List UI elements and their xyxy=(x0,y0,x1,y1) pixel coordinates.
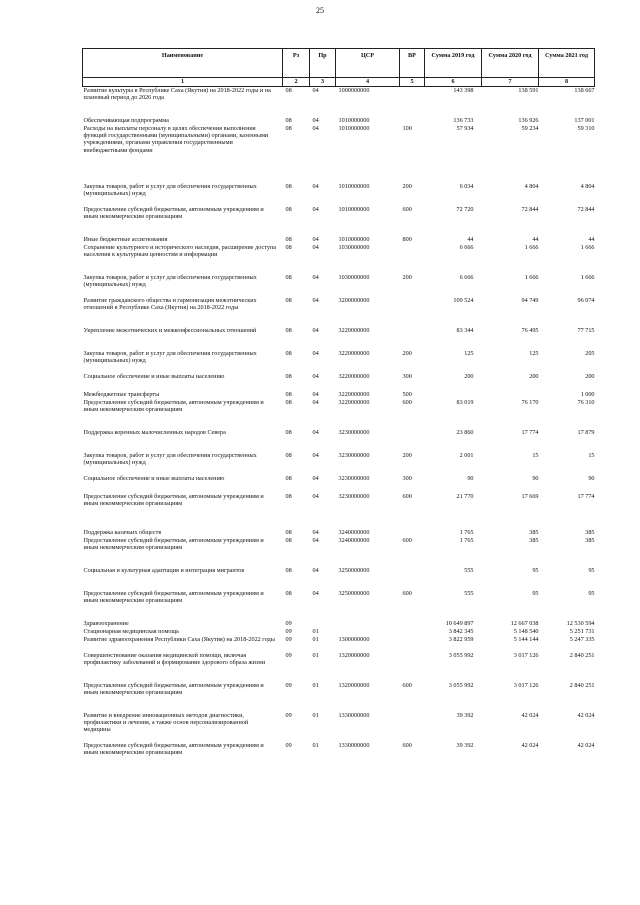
row-name: Межбюджетные трансферты xyxy=(83,391,160,398)
row-sum-2019: 200 xyxy=(464,373,474,380)
row-sum-2019: 1 765 xyxy=(459,529,474,536)
row-sum-2020: 138 591 xyxy=(518,87,539,94)
row-sum-2020: 136 926 xyxy=(518,117,539,124)
row-sum-2019: 3 822 959 xyxy=(448,636,474,643)
row-vr xyxy=(400,712,425,742)
row-name: Закупка товаров, работ и услуг для обеспечения государственных (муниципальных) нужд xyxy=(83,452,257,467)
row-pr: 01 xyxy=(312,712,319,719)
row-sum-2019: 72 720 xyxy=(456,206,474,213)
row-sum-2021: 2 840 251 xyxy=(569,652,595,659)
row-rz: 08 xyxy=(285,399,292,406)
row-rz: 08 xyxy=(285,590,292,597)
header-name: Наименование xyxy=(83,49,283,78)
row-sum-2021: 72 844 xyxy=(577,206,595,213)
row-rz: 08 xyxy=(285,391,292,398)
row-pr: 04 xyxy=(312,429,319,436)
row-vr: 600 xyxy=(402,682,412,689)
row-sum-2019: 39 392 xyxy=(456,742,474,749)
row-vr: 200 xyxy=(402,350,412,357)
row-vr: 600 xyxy=(402,493,412,500)
row-csr: 3220000000 xyxy=(338,373,370,380)
row-sum-2019: 3 055 992 xyxy=(448,652,474,659)
row-sum-2020: 42 024 xyxy=(521,742,539,749)
row-sum-2020: 17 774 xyxy=(521,429,539,436)
row-pr: 04 xyxy=(312,399,319,406)
row-pr: 04 xyxy=(312,529,319,536)
row-sum-2020: 12 667 038 xyxy=(510,620,539,627)
row-sum-2019: 555 xyxy=(464,590,474,597)
row-rz: 08 xyxy=(285,537,292,544)
table-row xyxy=(83,493,595,529)
header-sum-2020: Сумма 2020 год xyxy=(482,49,539,78)
table-row xyxy=(83,244,595,274)
row-csr: 3240000000 xyxy=(338,537,370,544)
row-rz: 08 xyxy=(285,429,292,436)
row-name: Укрепление межэтнических и межконфессиональных отношений xyxy=(83,327,257,334)
row-vr: 600 xyxy=(402,742,412,749)
row-sum-2021: 15 xyxy=(588,452,595,459)
row-vr xyxy=(400,117,425,125)
row-rz: 08 xyxy=(285,452,292,459)
table-row xyxy=(83,117,595,125)
row-sum-2019: 44 xyxy=(467,236,474,243)
row-csr: 1000000000 xyxy=(338,87,370,94)
row-csr: 1010000000 xyxy=(338,117,370,124)
row-name: Предоставление субсидий бюджетным, автономным учреждениям и иным некоммерческим организациям xyxy=(83,537,264,552)
row-rz: 08 xyxy=(285,475,292,482)
row-vr xyxy=(400,636,425,652)
row-csr: 3220000000 xyxy=(338,391,370,398)
row-sum-2020: 95 xyxy=(532,567,539,574)
row-sum-2021: 5 251 731 xyxy=(569,628,595,635)
row-sum-2019: 39 392 xyxy=(456,712,474,719)
row-name: Развитие здравоохранения Республики Саха (Якутия) на 2018-2022 годы xyxy=(83,636,275,643)
row-sum-2019: 23 860 xyxy=(456,429,474,436)
row-vr: 100 xyxy=(402,125,412,132)
row-rz: 09 xyxy=(285,620,292,627)
row-csr: 3240000000 xyxy=(338,529,370,536)
row-pr: 04 xyxy=(312,327,319,334)
row-sum-2020: 17 669 xyxy=(521,493,539,500)
column-number: 7 xyxy=(482,78,539,87)
row-sum-2020: 76 495 xyxy=(521,327,539,334)
row-sum-2020: 5 148 540 xyxy=(513,628,539,635)
row-pr: 01 xyxy=(312,742,319,749)
row-vr: 200 xyxy=(402,183,412,190)
row-vr xyxy=(400,567,425,590)
row-rz: 09 xyxy=(285,712,292,719)
row-sum-2021: 90 xyxy=(588,475,595,482)
header-pr: Пр xyxy=(310,49,336,78)
row-sum-2021: 1 000 xyxy=(580,391,595,398)
row-sum-2019 xyxy=(425,391,482,399)
header-sum-2021: Сумма 2021 год xyxy=(539,49,595,78)
row-name: Социальное обеспечение и иные выплаты населению xyxy=(83,373,225,380)
row-name: Предоставление субсидий бюджетным, автономным учреждениям и иным некоммерческим организациям xyxy=(83,206,264,221)
row-sum-2019: 3 842 345 xyxy=(448,628,474,635)
row-csr: 3220000000 xyxy=(338,399,370,406)
row-vr xyxy=(400,87,425,118)
row-csr: 3220000000 xyxy=(338,350,370,357)
row-pr: 04 xyxy=(312,493,319,500)
table-row xyxy=(83,391,595,399)
row-sum-2020: 76 170 xyxy=(521,399,539,406)
table-row xyxy=(83,206,595,236)
row-sum-2020: 385 xyxy=(529,529,539,536)
row-vr: 600 xyxy=(402,206,412,213)
row-rz: 08 xyxy=(285,117,292,124)
row-csr xyxy=(336,620,400,628)
row-sum-2020: 42 024 xyxy=(521,712,539,719)
row-rz: 08 xyxy=(285,244,292,251)
table-row xyxy=(83,682,595,712)
row-sum-2021: 77 715 xyxy=(577,327,595,334)
row-pr: 04 xyxy=(312,452,319,459)
column-number: 5 xyxy=(400,78,425,87)
table-row xyxy=(83,274,595,297)
row-pr: 04 xyxy=(312,567,319,574)
row-name: Здравоохранение xyxy=(83,620,129,627)
row-csr: 3230000000 xyxy=(338,475,370,482)
row-sum-2020: 44 xyxy=(532,236,539,243)
row-pr: 04 xyxy=(312,125,319,132)
row-csr: 1300000000 xyxy=(338,636,370,643)
row-name: Социальная и культурная адаптация и интеграция мигрантов xyxy=(83,567,245,574)
row-pr: 04 xyxy=(312,373,319,380)
row-sum-2021: 12 530 594 xyxy=(566,620,595,627)
row-sum-2019: 6 666 xyxy=(459,244,474,251)
row-vr: 600 xyxy=(402,399,412,406)
row-csr: 1010000000 xyxy=(338,125,370,132)
row-sum-2020: 90 xyxy=(532,475,539,482)
row-sum-2020: 200 xyxy=(529,373,539,380)
row-csr: 3250000000 xyxy=(338,567,370,574)
row-pr: 01 xyxy=(312,652,319,659)
row-vr: 600 xyxy=(402,537,412,544)
row-vr: 200 xyxy=(402,452,412,459)
row-rz: 08 xyxy=(285,274,292,281)
header-csr: ЦСР xyxy=(336,49,400,78)
row-name: Стационарная медицинская помощь xyxy=(83,628,180,635)
table-row xyxy=(83,399,595,429)
row-name: Иные бюджетные ассигнования xyxy=(83,236,168,243)
row-sum-2021: 42 024 xyxy=(577,712,595,719)
row-sum-2020 xyxy=(482,391,539,399)
row-sum-2020: 3 017 126 xyxy=(513,652,539,659)
row-csr: 3230000000 xyxy=(338,493,370,500)
row-name: Сохранение культурного и исторического наследия, расширение доступа населения к культурным ценностям и информации xyxy=(83,244,277,259)
column-number: 6 xyxy=(425,78,482,87)
row-rz: 09 xyxy=(285,628,292,635)
row-csr: 3220000000 xyxy=(338,327,370,334)
row-pr: 04 xyxy=(312,391,319,398)
row-csr: 3230000000 xyxy=(338,452,370,459)
row-rz: 08 xyxy=(285,327,292,334)
row-sum-2019: 21 770 xyxy=(456,493,474,500)
row-sum-2019: 83 344 xyxy=(456,327,474,334)
row-name: Предоставление субсидий бюджетным, автономным учреждениям и иным некоммерческим организациям xyxy=(83,399,264,414)
row-vr xyxy=(400,244,425,274)
row-sum-2020: 4 804 xyxy=(524,183,539,190)
row-pr: 01 xyxy=(312,636,319,643)
row-pr: 04 xyxy=(312,590,319,597)
row-sum-2020: 5 144 144 xyxy=(513,636,539,643)
row-sum-2021: 5 247 335 xyxy=(569,636,595,643)
column-number-row xyxy=(83,78,595,87)
table-row xyxy=(83,590,595,620)
column-number: 8 xyxy=(539,78,595,87)
row-vr xyxy=(400,429,425,452)
table-row xyxy=(83,537,595,567)
row-vr xyxy=(400,652,425,682)
row-sum-2019: 6 034 xyxy=(459,183,474,190)
row-csr: 3200000000 xyxy=(338,297,370,304)
budget-table xyxy=(82,48,595,758)
row-vr: 600 xyxy=(402,590,412,597)
row-name: Обеспечивающая подпрограмма xyxy=(83,117,169,124)
column-number: 2 xyxy=(283,78,310,87)
row-name: Расходы на выплаты персоналу в целях обеспечения выполнения функций государственными (муниципальными) органами, казенными учреждениями, органами управления государственными внебюджетными фондами xyxy=(83,125,269,154)
row-sum-2019: 83 019 xyxy=(456,399,474,406)
row-sum-2019: 125 xyxy=(464,350,474,357)
row-sum-2019: 555 xyxy=(464,567,474,574)
table-row xyxy=(83,327,595,350)
row-rz: 08 xyxy=(285,350,292,357)
table-row xyxy=(83,429,595,452)
row-sum-2019: 143 398 xyxy=(453,87,474,94)
row-pr: 04 xyxy=(312,87,319,94)
header-sum-2019: Сумма 2019 год xyxy=(425,49,482,78)
row-rz: 08 xyxy=(285,297,292,304)
row-pr: 04 xyxy=(312,297,319,304)
row-sum-2020: 59 234 xyxy=(521,125,539,132)
row-sum-2021: 200 xyxy=(585,373,595,380)
column-number: 3 xyxy=(310,78,336,87)
table-row xyxy=(83,636,595,652)
row-sum-2021: 4 804 xyxy=(580,183,595,190)
table-row xyxy=(83,475,595,493)
row-vr xyxy=(400,327,425,350)
row-name: Предоставление субсидий бюджетным, автономным учреждениям и иным некоммерческим организациям xyxy=(83,590,264,605)
row-sum-2019: 3 055 992 xyxy=(448,682,474,689)
row-sum-2020: 1 666 xyxy=(524,244,539,251)
row-vr: 500 xyxy=(402,391,412,398)
row-csr: 1010000000 xyxy=(338,236,370,243)
row-vr xyxy=(400,628,425,636)
row-vr xyxy=(400,297,425,327)
row-name: Совершенствование оказания медицинской помощи, включая профилактику заболеваний и формирование здорового образа жизни xyxy=(83,652,266,667)
row-vr: 300 xyxy=(402,373,412,380)
row-sum-2020: 72 844 xyxy=(521,206,539,213)
table-row xyxy=(83,373,595,391)
row-csr xyxy=(336,628,400,636)
row-pr: 04 xyxy=(312,244,319,251)
table-row xyxy=(83,452,595,475)
row-rz: 09 xyxy=(285,636,292,643)
row-name: Социальное обеспечение и иные выплаты населению xyxy=(83,475,225,482)
row-rz: 08 xyxy=(285,567,292,574)
row-pr: 01 xyxy=(312,682,319,689)
row-sum-2020: 385 xyxy=(529,537,539,544)
table-row xyxy=(83,652,595,682)
row-sum-2020: 15 xyxy=(532,452,539,459)
table-header xyxy=(83,49,595,87)
row-csr: 3230000000 xyxy=(338,429,370,436)
row-csr: 1010000000 xyxy=(338,183,370,190)
row-csr: 1320000000 xyxy=(338,652,370,659)
page-number: 25 xyxy=(316,6,324,15)
row-rz: 08 xyxy=(285,183,292,190)
row-pr: 04 xyxy=(312,236,319,243)
row-sum-2021: 385 xyxy=(585,529,595,536)
row-rz: 08 xyxy=(285,206,292,213)
row-vr: 200 xyxy=(402,274,412,281)
row-sum-2019: 90 xyxy=(467,475,474,482)
row-rz: 09 xyxy=(285,652,292,659)
table-row xyxy=(83,712,595,742)
row-name: Предоставление субсидий бюджетным, автономным учреждениям и иным некоммерческим организациям xyxy=(83,682,264,697)
row-sum-2019: 136 733 xyxy=(453,117,474,124)
table-row xyxy=(83,742,595,758)
row-rz: 09 xyxy=(285,682,292,689)
row-vr xyxy=(400,529,425,537)
table-row xyxy=(83,567,595,590)
row-sum-2021: 17 774 xyxy=(577,493,595,500)
row-sum-2021: 205 xyxy=(585,350,595,357)
row-name: Поддержка казачьих обществ xyxy=(83,529,162,536)
table-row xyxy=(83,236,595,244)
row-pr: 04 xyxy=(312,537,319,544)
row-sum-2019: 2 001 xyxy=(459,452,474,459)
row-sum-2020: 3 017 126 xyxy=(513,682,539,689)
row-rz: 09 xyxy=(285,742,292,749)
row-csr: 1330000000 xyxy=(338,742,370,749)
header-vr: ВР xyxy=(400,49,425,78)
row-pr: 04 xyxy=(312,117,319,124)
row-sum-2021: 138 667 xyxy=(574,87,595,94)
row-sum-2021: 44 xyxy=(588,236,595,243)
row-sum-2021: 95 xyxy=(588,590,595,597)
row-pr: 04 xyxy=(312,183,319,190)
row-sum-2021: 137 001 xyxy=(574,117,595,124)
row-pr: 01 xyxy=(312,628,319,635)
row-pr: 04 xyxy=(312,350,319,357)
row-name: Развитие гражданского общества и гармонизация межэтнических отношений в Республике Саха (Якутия) на 2018-2022 годы xyxy=(83,297,257,312)
row-name: Поддержка коренных малочисленных народов Севера xyxy=(83,429,226,436)
row-name: Развитие культуры в Республике Саха (Якутия) на 2018-2022 годы и на плановый период до 2026 года xyxy=(83,87,271,102)
table-row xyxy=(83,87,595,118)
row-rz: 08 xyxy=(285,529,292,536)
row-sum-2021: 76 310 xyxy=(577,399,595,406)
row-sum-2019: 109 524 xyxy=(453,297,474,304)
row-vr xyxy=(400,620,425,628)
table-row xyxy=(83,628,595,636)
row-sum-2021: 1 666 xyxy=(580,244,595,251)
row-sum-2021: 2 840 251 xyxy=(569,682,595,689)
row-sum-2021: 96 074 xyxy=(577,297,595,304)
row-sum-2019: 10 649 897 xyxy=(445,620,474,627)
row-pr xyxy=(310,620,336,628)
row-name: Закупка товаров, работ и услуг для обеспечения государственных (муниципальных) нужд xyxy=(83,274,257,289)
row-sum-2021: 1 666 xyxy=(580,274,595,281)
table-row xyxy=(83,529,595,537)
row-csr: 1330000000 xyxy=(338,712,370,719)
row-rz: 08 xyxy=(285,493,292,500)
row-sum-2021: 385 xyxy=(585,537,595,544)
row-csr: 1030000000 xyxy=(338,244,370,251)
row-pr: 04 xyxy=(312,206,319,213)
row-sum-2019: 57 934 xyxy=(456,125,474,132)
table-row xyxy=(83,620,595,628)
row-name: Закупка товаров, работ и услуг для обеспечения государственных (муниципальных) нужд xyxy=(83,183,257,198)
row-name: Предоставление субсидий бюджетным, автономным учреждениям и иным некоммерческим организациям xyxy=(83,742,264,757)
row-sum-2021: 17 879 xyxy=(577,429,595,436)
row-rz: 08 xyxy=(285,125,292,132)
row-csr: 3250000000 xyxy=(338,590,370,597)
row-rz: 08 xyxy=(285,87,292,94)
row-sum-2020: 125 xyxy=(529,350,539,357)
row-pr: 04 xyxy=(312,475,319,482)
header-rz: Рз xyxy=(283,49,310,78)
table-row xyxy=(83,350,595,373)
row-rz: 08 xyxy=(285,373,292,380)
column-number: 4 xyxy=(336,78,400,87)
row-sum-2020: 94 749 xyxy=(521,297,539,304)
row-sum-2021: 95 xyxy=(588,567,595,574)
table-row xyxy=(83,297,595,327)
row-sum-2019: 1 765 xyxy=(459,537,474,544)
row-sum-2021: 42 024 xyxy=(577,742,595,749)
column-number: 1 xyxy=(83,78,283,87)
row-sum-2021: 59 310 xyxy=(577,125,595,132)
row-csr: 1030000000 xyxy=(338,274,370,281)
table-row xyxy=(83,125,595,183)
row-sum-2019: 6 666 xyxy=(459,274,474,281)
row-name: Развитие и внедрение инновационных методов диагностики, профилактики и лечения, а также основ персонализированной медицины xyxy=(83,712,249,734)
row-vr: 300 xyxy=(402,475,412,482)
row-vr: 800 xyxy=(402,236,412,243)
row-name: Предоставление субсидий бюджетным, автономным учреждениям и иным некоммерческим организациям xyxy=(83,493,264,508)
row-sum-2020: 95 xyxy=(532,590,539,597)
row-sum-2020: 1 666 xyxy=(524,274,539,281)
row-csr: 1010000000 xyxy=(338,206,370,213)
table-body xyxy=(83,87,595,759)
row-rz: 08 xyxy=(285,236,292,243)
row-csr: 1320000000 xyxy=(338,682,370,689)
row-pr: 04 xyxy=(312,274,319,281)
row-name: Закупка товаров, работ и услуг для обеспечения государственных (муниципальных) нужд xyxy=(83,350,257,365)
table-row xyxy=(83,183,595,206)
